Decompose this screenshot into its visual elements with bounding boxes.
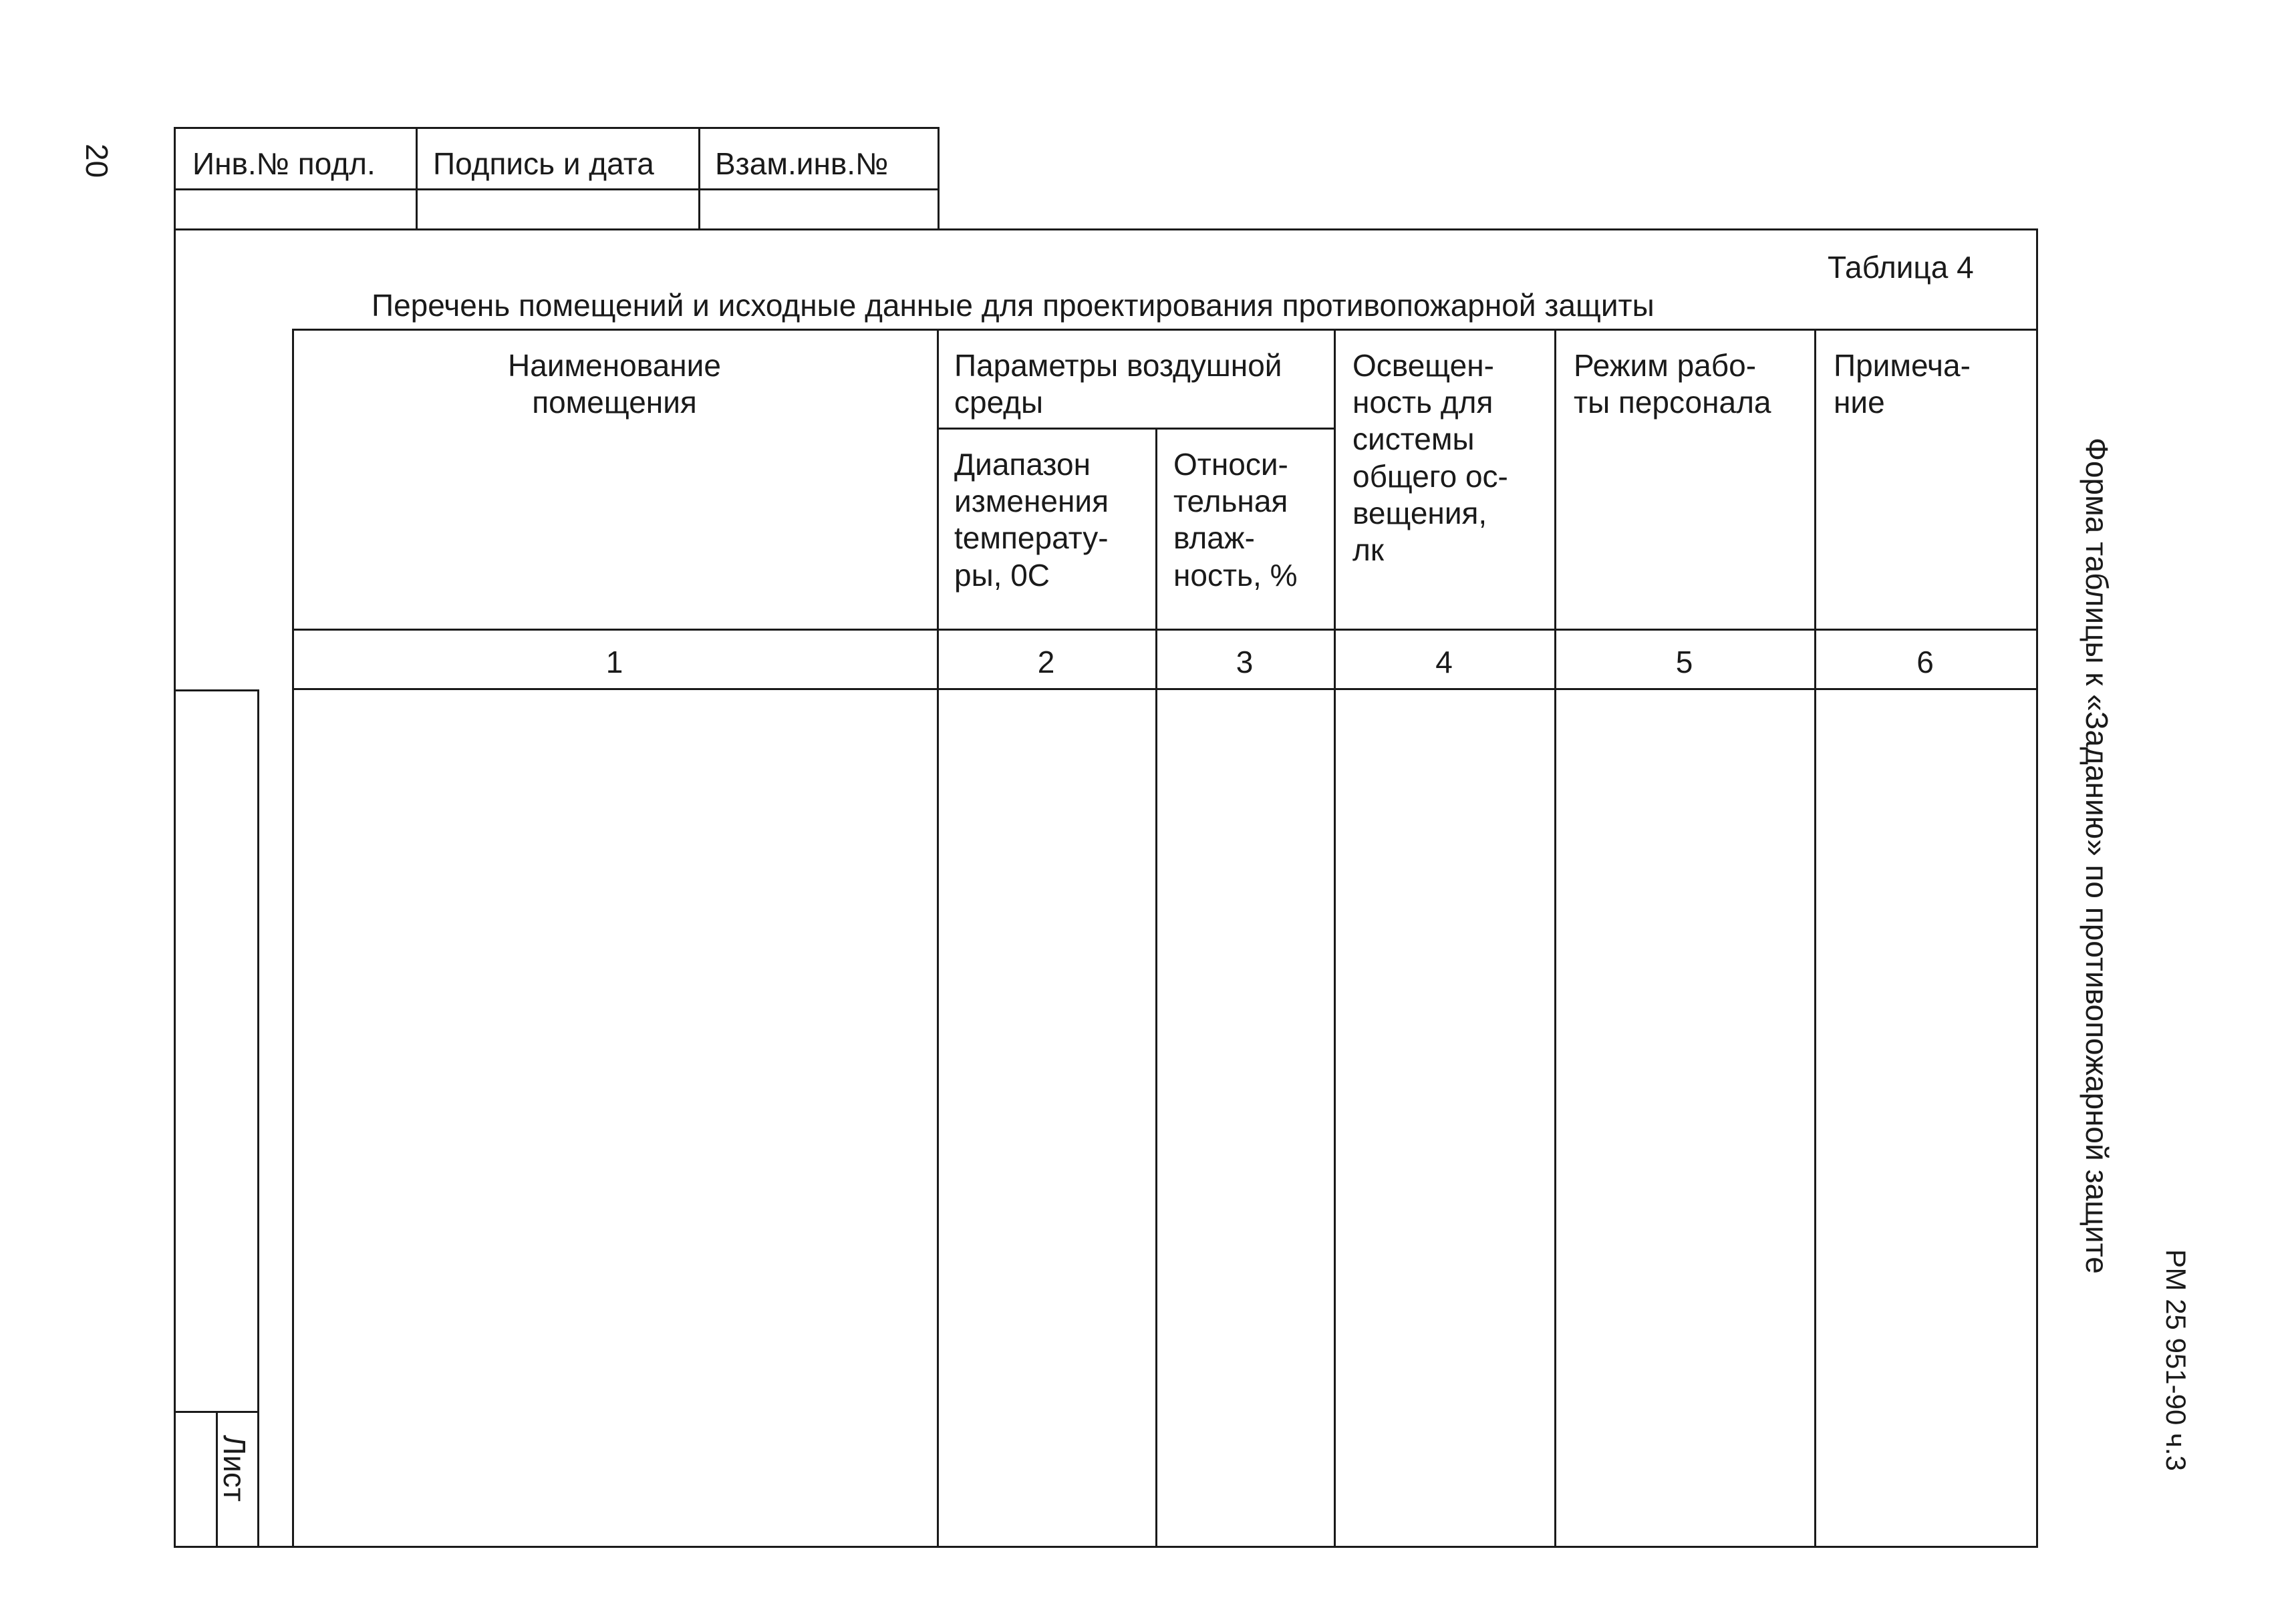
stamp-inv-podl: Инв.№ подл. [192,146,376,181]
col-header-temp-range: Диапазон изменения tемперату- ры, 0С [954,447,1109,593]
col-header-work-mode: Режим рабо- ты персонала [1574,348,1771,420]
col-header-humidity: Относи- тельная влаж- ность, % [1173,447,1298,593]
col-number: 1 [605,645,623,679]
page-number: 20 [80,144,114,178]
col-number: 5 [1675,645,1693,679]
table-number: Таблица 4 [1828,250,1974,285]
right-caption: Форма таблицы к «Заданию» по противопожарной защите [2080,438,2114,1274]
table-title: Перечень помещений и исходные данные для проектирования противопожарной защиты [372,288,1655,323]
stamp-podpis-data: Подпись и дата [433,146,654,181]
stamp-vzam-inv: Взам.инв.№ [715,146,889,181]
col-number: 4 [1435,645,1453,679]
col-number: 6 [1916,645,1934,679]
col-header-lighting: Освещен- ность для системы общего ос- вещения, лк [1352,348,1508,567]
col-number: 3 [1236,645,1254,679]
col-header-air-params: Параметры воздушной среды [954,348,1282,420]
col-header-name: Наименование помещения [508,348,721,420]
col-number: 2 [1037,645,1055,679]
side-label-list: Лист [217,1435,252,1502]
col-header-note: Примеча- ние [1834,348,1971,420]
doc-code: РМ 25 951-90 ч.3 [2160,1249,2192,1471]
